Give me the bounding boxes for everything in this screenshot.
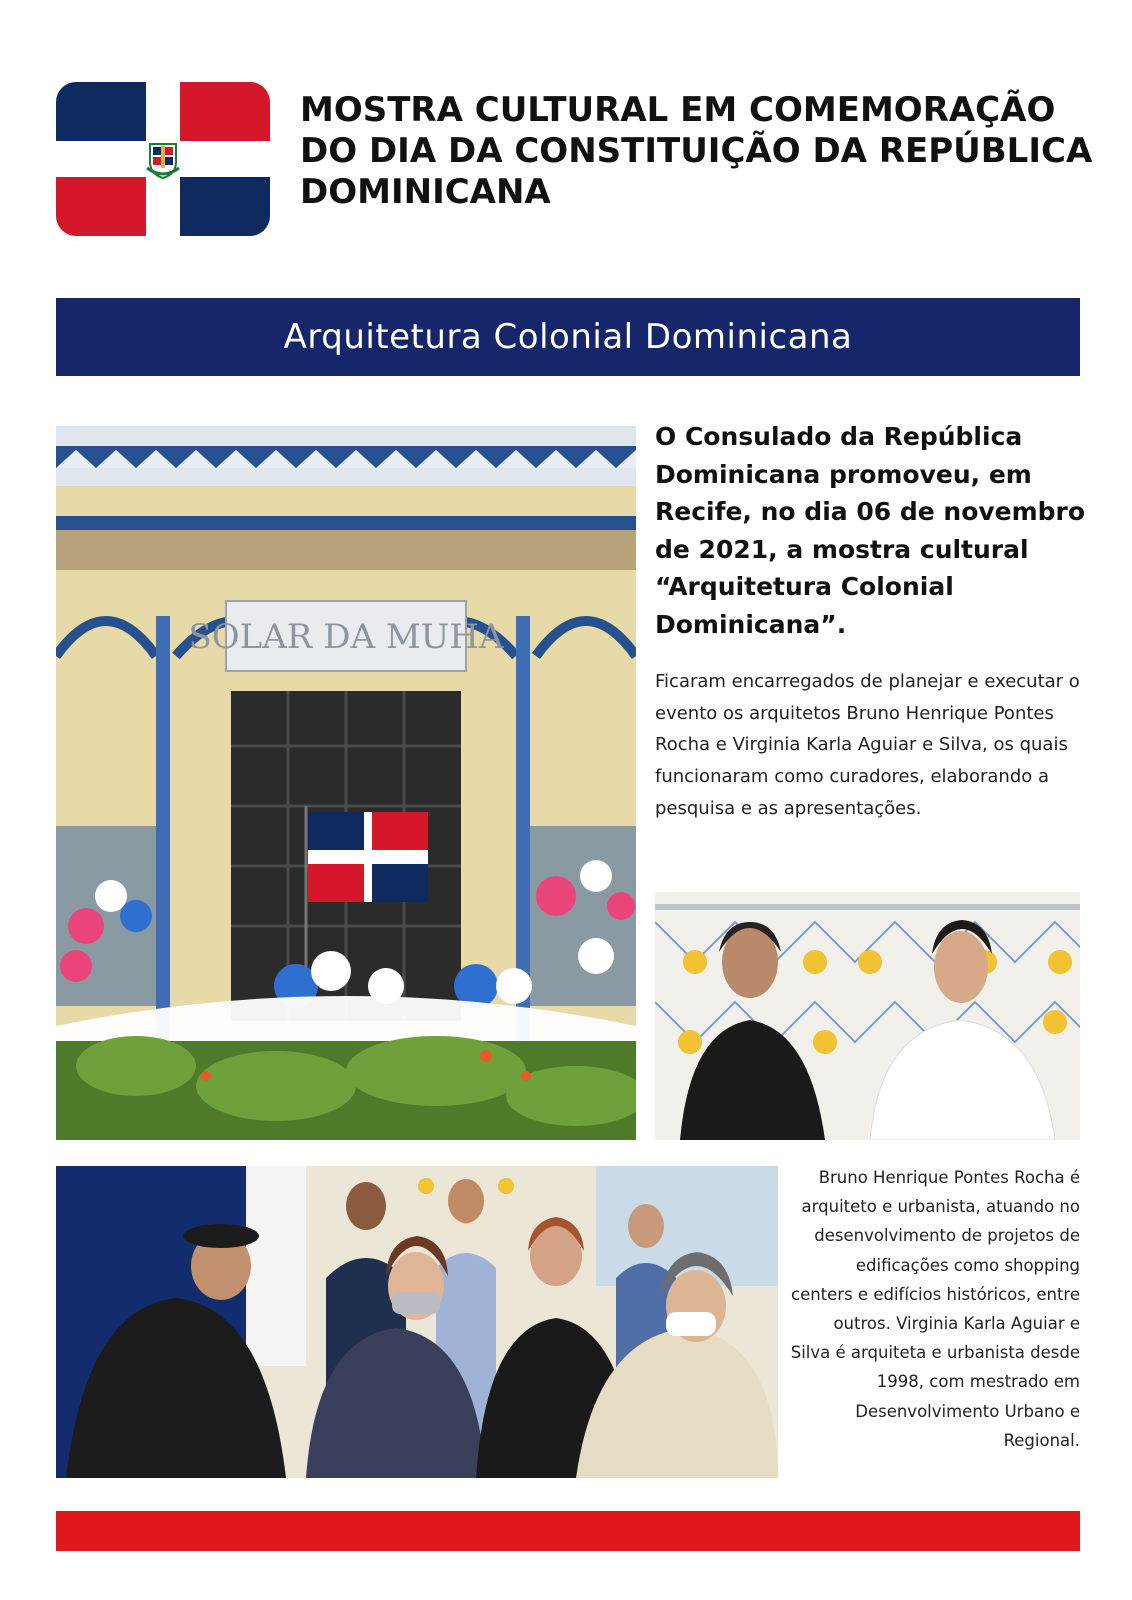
section-banner xyxy=(56,298,1080,376)
curators-photo xyxy=(655,892,1080,1140)
dominican-flag-icon xyxy=(56,82,270,236)
colonial-house-photo xyxy=(56,426,636,1140)
audience-photo xyxy=(56,1166,778,1478)
section-banner-label: Arquitetura Colonial Dominicana xyxy=(283,317,853,357)
bio-paragraph: Bruno Henrique Pontes Rocha é arquiteto e urbanista, atuando no desenvolvimento de projetos de edificações como shopping centers e edifícios históricos, entre outros. Virginia Karla Aguiar e Silva é arquiteta e urbanista desde 1998, com mestrado em Desenvolvimento Urbano e Regional. xyxy=(790,1168,1080,1450)
page-title: MOSTRA CULTURAL EM COMEMORAÇÃO DO DIA DA CONSTITUIÇÃO DA REPÚBLICA DOMINICANA xyxy=(300,90,1093,212)
coat-of-arms-icon xyxy=(144,138,182,180)
footer-bar xyxy=(56,1511,1080,1551)
curators-paragraph: Ficaram encarregados de planejar e executar o evento os arquitetos Bruno Henrique Pontes Rocha e Virginia Karla Aguiar e Silva, os quais funcionaram como curadores, elaborando a pesquisa e as apresentações. xyxy=(655,671,1080,819)
lead-paragraph: O Consulado da República Dominicana promoveu, em Recife, no dia 06 de novembro de 2021, a mostra cultural “Arquitetura Colonial Dominicana”. xyxy=(655,422,1086,639)
svg-text:SOLAR DA MUHA: SOLAR DA MUHA xyxy=(188,617,504,657)
